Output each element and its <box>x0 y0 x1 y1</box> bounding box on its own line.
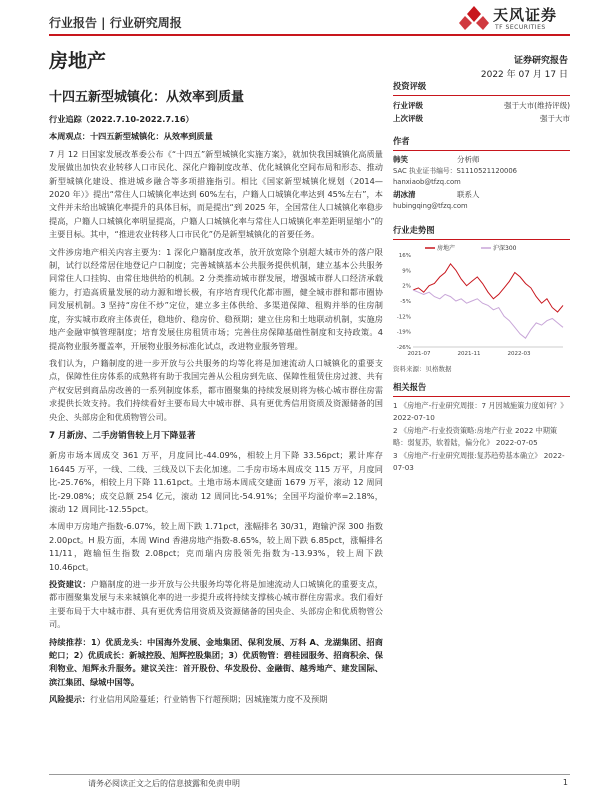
related-heading: 相关报告 <box>393 381 570 397</box>
header-divider <box>49 34 570 36</box>
prev-rating-value: 强于大市 <box>540 114 570 123</box>
author-2-name: 胡冰清 <box>393 190 416 199</box>
paragraph-opinion: 我们认为，户籍制度的进一步开放与公共服务的均等化将是加速流动人口城镇化的重要支点，保障性住房体系的成熟将有助于我国完善从公租房到先底、保障性租赁住房过渡、共有产权安居到商品房改善的一系列制度体系，都市圈聚集的持续发展则将为核心城市群住房需求提供长效支持。我们持续看好主要布局大中城市群、具有更优秀信用资质及资源储备的国央企、头部房企和优质物管公司。 <box>49 357 383 422</box>
rating-heading: 投资评级 <box>393 80 570 96</box>
y-tick-label: 16% <box>398 253 411 259</box>
prev-rating-label: 上次评级 <box>393 114 423 123</box>
y-tick-label: -5% <box>400 299 411 305</box>
footer-disclaimer[interactable]: 请务必阅读正文之后的信息披露和免责申明 <box>88 779 240 788</box>
paragraph-investment-advice <box>49 578 383 632</box>
main-content <box>49 113 383 711</box>
related-report-item[interactable]: 2 《房地产-行业投资策略:房地产行业 2022 中期策略：弱复苏，软着陆，偏分化》 2022-07-05 <box>393 426 558 447</box>
section-heading-sales: 7 月新房、二手房销售较上月下降显著 <box>49 430 196 441</box>
author-2-email[interactable]: hubingqing@tfzq.com <box>393 202 468 210</box>
report-date: 2022 年 07 月 17 日 <box>480 70 568 80</box>
related-list <box>393 400 570 473</box>
x-tick-label: 2021-11 <box>457 351 481 357</box>
y-tick-label: -12% <box>396 314 411 321</box>
x-tick-label: 2021-07 <box>407 351 431 357</box>
author-2 <box>393 189 570 212</box>
related-report-item[interactable]: 3 《房地产-行业研究周报:复苏趋势基本确立》 2022-07-03 <box>393 451 565 472</box>
tracking-period: 行业追踪（2022.7.10-2022.7.16） <box>49 114 194 124</box>
targets-label: 持续推荐： <box>49 636 91 647</box>
author-heading: 作者 <box>393 135 570 151</box>
series-line-0 <box>413 264 563 312</box>
risk-text: 行业信用风险蔓延；行业销售下行超预期；因城施策力度不及预期 <box>89 694 328 705</box>
industry-rating-label: 行业评级 <box>393 101 423 110</box>
paragraph-policy: 7 月 12 日国家发展改革委公布《“十四五”新型城镇化实施方案》，就加快我国城镇化高质量发展做出加快农业转移人口市民化、深化户籍制度改革、优化城镇化空间布局和形态、推动新型城镇化建设、推进城乡融合等多项措施指引。相比《国家新型城镇化规划（2014—2020 年）》提出“常住人口城镇化率达到 60%左右，户籍人口城镇化率达到 45%左右”，本文件并未给出城镇化率提升的具体目标，而是提出“到 2025 年，全国常住人口城镇化率稳步提高，户籍人口城镇化率明显提高，户籍人口城镇化率与常住人口城镇化率差距明显缩小”的主要目标。其中，“推进农业转移人口市民化”仍是新型城镇化的首要任务。 <box>49 148 383 240</box>
author-1 <box>393 154 570 188</box>
y-tick-label: -26% <box>396 345 411 351</box>
y-tick-label: 2% <box>402 283 411 290</box>
paragraph-index: 本周申万房地产指数-6.07%，较上周下跌 1.71pct，涨幅排名 30/31，跑输沪深 300 指数 2.00pct。H 股方面，本周 Wind 香港房地产指数-8.65%，较上周下跌 6.85pct，涨幅排名 11/11，跑输恒生指数 2.08pct；克而瑞内房股领先指数为-13.93%，较上周下跌 10.46pct。 <box>49 521 383 572</box>
series-line-1 <box>413 290 563 338</box>
author-1-role: 分析师 <box>457 155 480 164</box>
paragraph-market-data: 新房市场本周成交 361 万平，月度同比-44.09%，相较上月下降 33.56pct；累计库存 16445 万平，一线、二线、三线及以下去化加速。二手房市场本周成交 115 万平，月度同比-25.76%，相较上月下降 11.61pct。土地市场本周成交建面 1679 万平，滚动 12 周同比-29.08%；成交总额 254 亿元，滚动 12 周同比-54.91%；全国平均溢价率=2.18%，滚动 12 周同比-12.55pct。 <box>49 450 383 514</box>
paragraph-content: 文件涉房地产相关内容主要为：1 深化户籍制度改革，放开放宽除个别超大城市外的落户限制，试行以经常居住地登记户口制度；完善城镇基本公共服务提供机制，建立基本公共服务同常住人口挂钩、由常住地供给的机制。2 分类推动城市群发展，增强城市群人口经济承载能力，打造高质量发展的动力源和增长极，有序培育现代化都市圈，健全城市群和都市圈协同发展机制。3 坚持“房住不炒”定位，建立多主体供给、多渠道保障、租购并举的住房制度，夯实城市政府主体责任，稳地价、稳房价、稳预期；建立住房和土地联动机制，实施房地产金融审慎管理制度；培育发展住房租赁市场；完善住房保障基础性制度和支持政策。4 提高物业服务覆盖率，开展物业服务标准化试点，改进物业服务管理。 <box>49 246 383 351</box>
industry-trend-chart <box>393 243 570 363</box>
author-1-cert: SAC 执业证书编号：S1110521120006 <box>393 167 517 175</box>
author-1-name: 韩笑 <box>393 155 408 164</box>
industry-rating-value: 强于大市(维持评级) <box>504 101 570 110</box>
logo-text: 天风证券 <box>493 6 558 24</box>
report-category: 行业报告 | 行业研究周报 <box>49 16 182 30</box>
chart-source: 资料来源：贝格数据 <box>393 365 452 373</box>
legend-label: 房地产 <box>437 245 456 252</box>
report-type: 证券研究报告 <box>513 56 568 66</box>
x-tick-label: 2022-03 <box>507 351 531 357</box>
author-2-role: 联系人 <box>457 190 480 199</box>
trend-chart-svg <box>393 243 570 363</box>
viewpoint-heading: 本周观点：十四五新型城镇化：从效率到质量 <box>49 131 213 142</box>
paragraph-recommendations <box>49 636 383 690</box>
footer-divider <box>49 774 570 775</box>
sector-title: 房地产 <box>49 50 107 72</box>
industry-rating-row <box>393 99 570 112</box>
paragraph-risk <box>49 693 383 706</box>
sidebar <box>393 80 570 475</box>
author-1-email[interactable]: hanxiaob@tfzq.com <box>393 178 461 186</box>
risk-label: 风险提示： <box>49 694 90 705</box>
invest-text: 户籍制度的进一步开放与公共服务均等化将是加速流动人口城镇化的重要支点，都市圈聚集发展与未来城镇化率的进一步提升或将持续支撑核心城市群住房需求。我们看好主要布局于大中城市群、具有更优秀信用资质及资源储备的国央企、头部房企和优质物管公司。 <box>49 579 383 630</box>
prev-rating-row <box>393 112 570 125</box>
legend-label: 沪深300 <box>493 245 517 252</box>
page-number: 1 <box>562 778 568 787</box>
report-title: 十四五新型城镇化：从效率到质量 <box>49 90 245 105</box>
y-tick-label: 9% <box>402 268 411 275</box>
invest-label: 投资建议： <box>49 579 91 589</box>
chart-heading: 行业走势图 <box>393 224 570 240</box>
y-tick-label: -19% <box>396 329 411 336</box>
logo-subtext: TF SECURITIES <box>495 24 546 31</box>
related-report-item[interactable]: 1 《房地产-行业研究周报：7 月因城施策力度如何？》 2022-07-10 <box>393 401 568 422</box>
tf-securities-logo-icon <box>459 4 489 34</box>
targets-text: 1）优质龙头：中国海外发展、金地集团、保利发展、万科 A、龙湖集团、招商蛇口；2）优质成长：新城控股、旭辉控股集团；3）优质物管：碧桂园服务、招商积余、保利物业、旭辉永升服务。建议关注：首开股份、华发股份、金融街、越秀地产、建发国际、滨江集团、绿城中国等。 <box>49 636 383 687</box>
